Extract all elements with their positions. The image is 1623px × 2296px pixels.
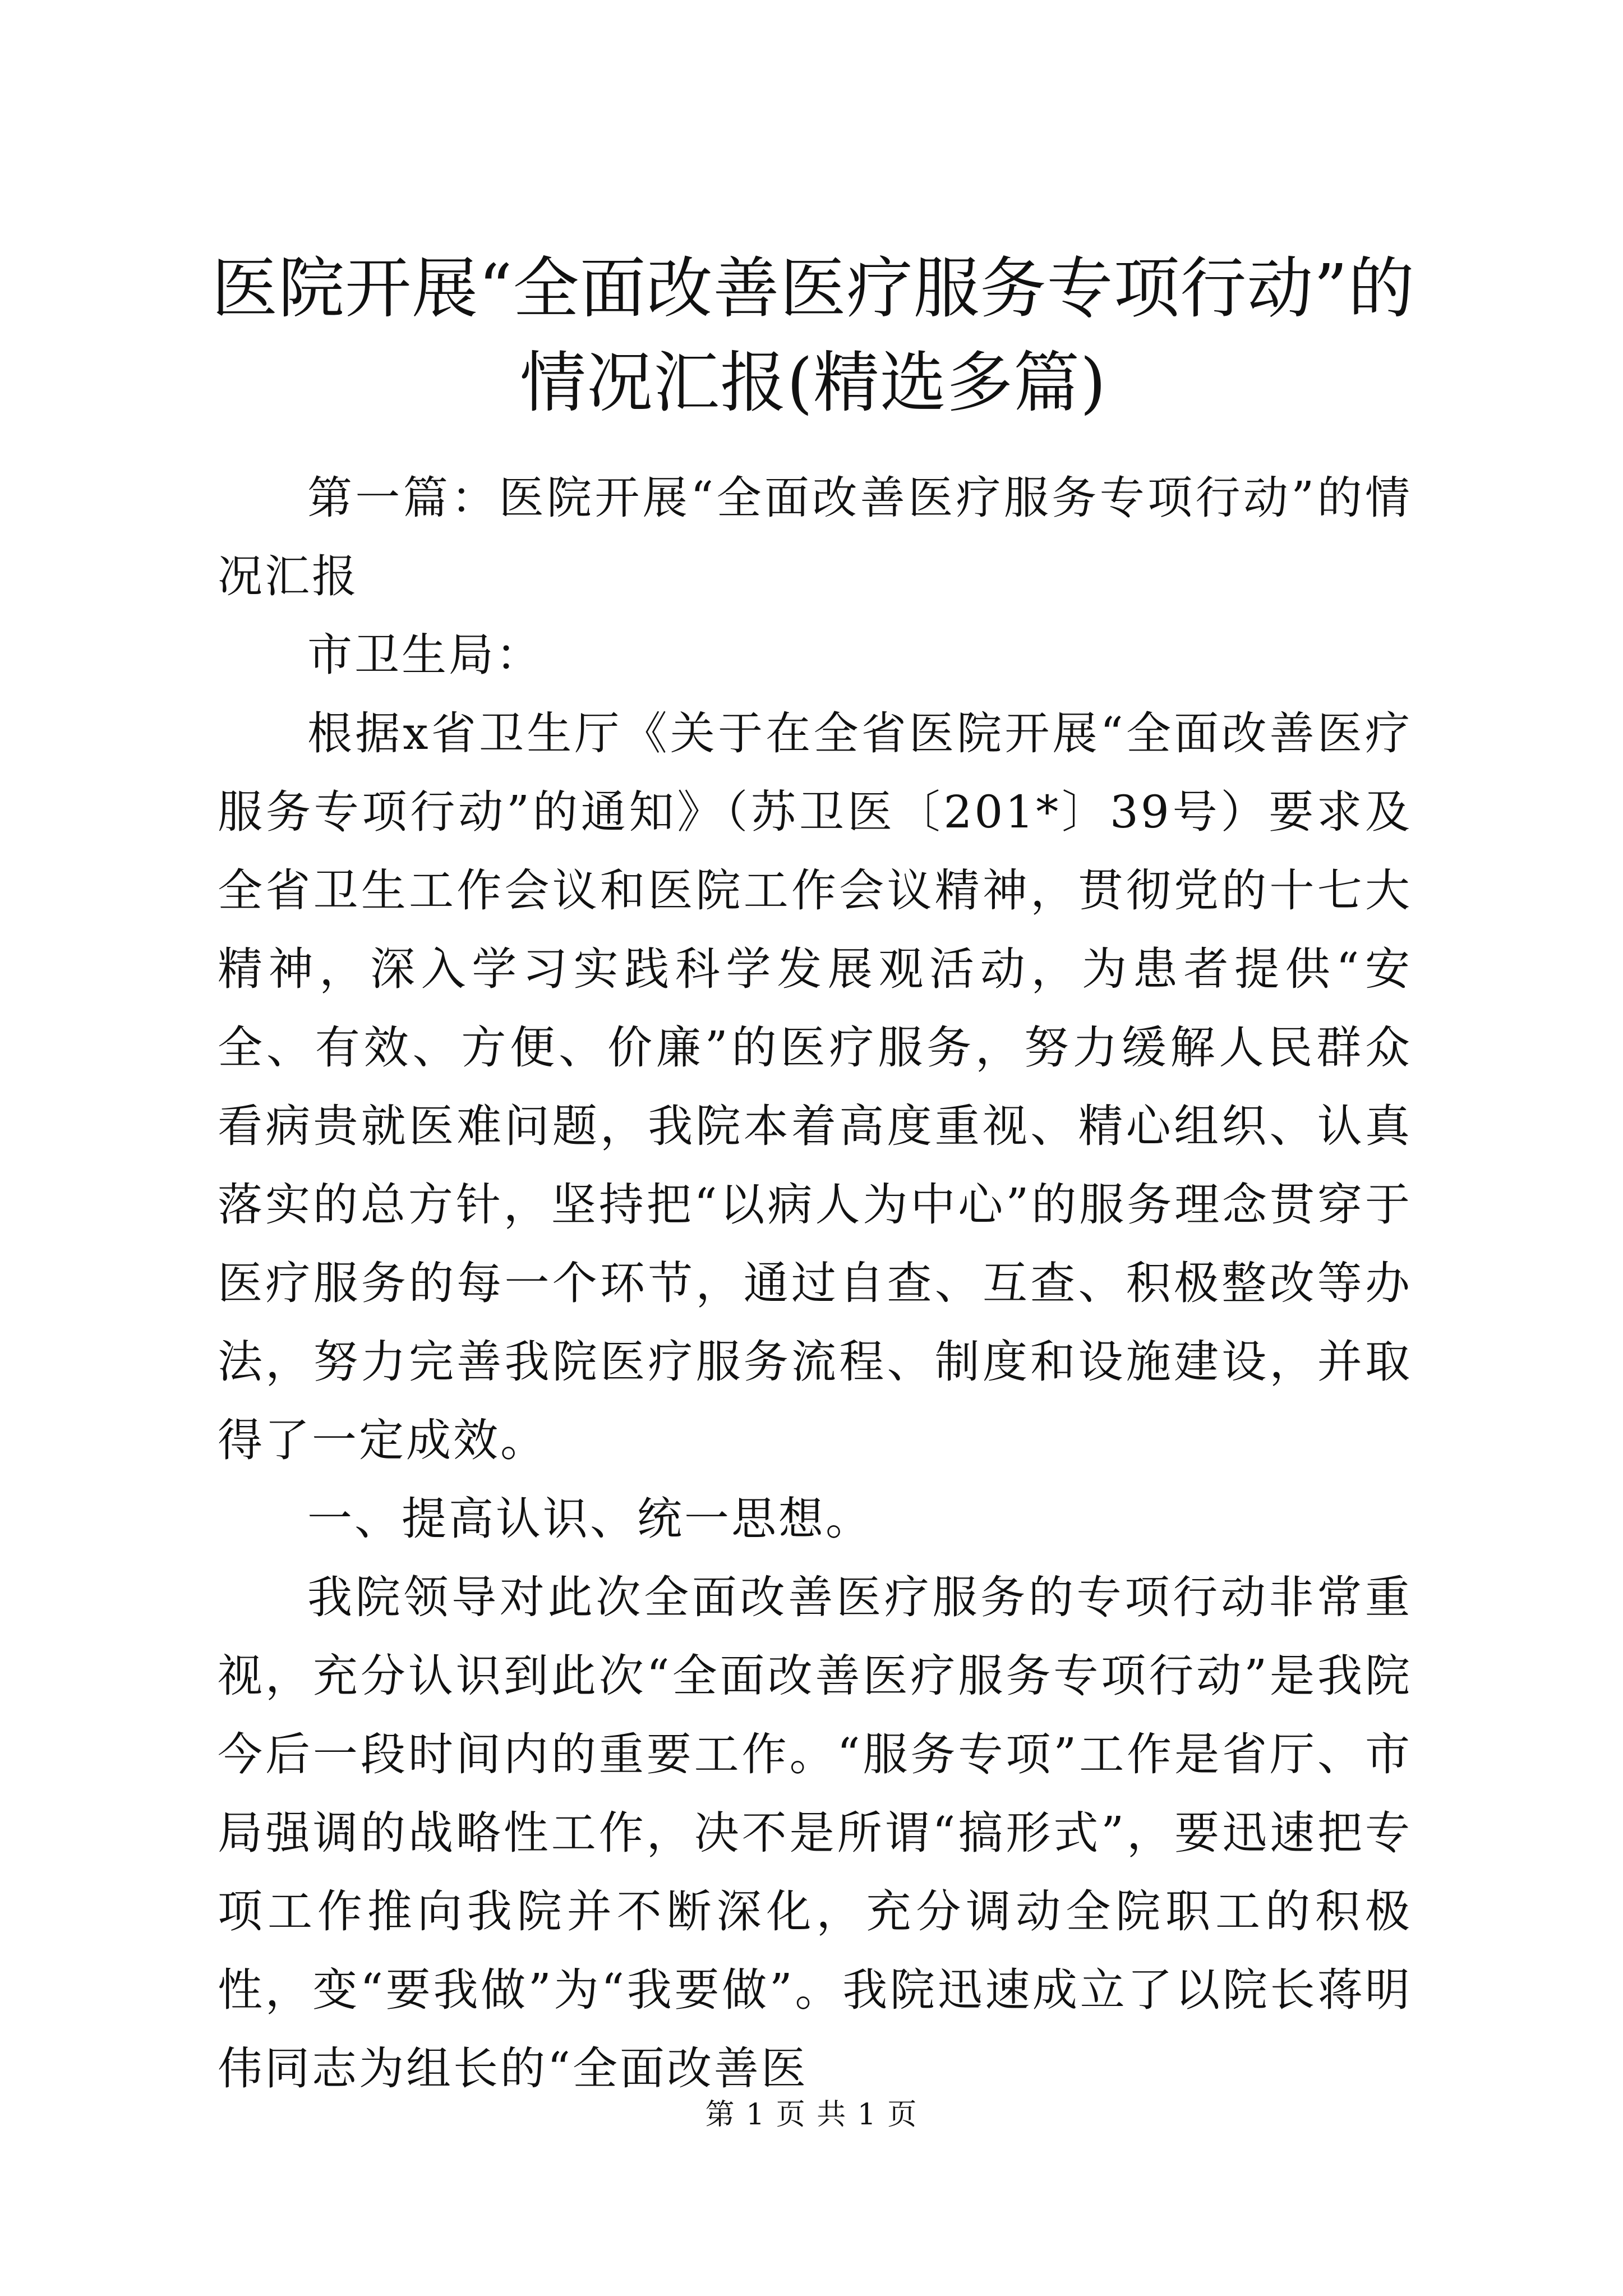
section-heading-1: 一、提高认识、统一思想。 [307, 1493, 873, 1545]
document-title: 医院开展“全面改善医疗服务专项行动”的情况汇报(精选多篇) [211, 250, 1415, 421]
body-paragraph: 我院领导对此次全面改善医疗服务的专项行动非常重视，充分认识到此次“全面改善医疗服务专项行动”是我院今后一段时间内的重要工作。“服务专项”工作是省厅、市局强调的战略性工作，决不是所谓“搞形式”，要迅速把专项工作推向我院并不断深化，充分调动全院职工的积极性，变“要我做”为“我要做”。我院迅速成立了以院长蒋明伟同志为组长的“全面改善医 [218, 1571, 1412, 2095]
salutation: 市卫生局： [307, 629, 543, 681]
body-paragraph: 根据x省卫生厅《关于在全省医院开展“全面改善医疗服务专项行动”的通知》（苏卫医〔201*〕39号）要求及全省卫生工作会议和医院工作会议精神，贯彻党的十七大精神，深入学习实践科学发展观活动，为患者提供“安全、有效、方便、价廉”的医疗服务，努力缓解人民群众看病贵就医难问题，我院本着高度重视、精心组织、认真落实的总方针，坚持把“以病人为中心”的服务理念贯穿于医疗服务的每一个环节，通过自查、互查、积极整改等办法，努力完善我院医疗服务流程、制度和设施建设，并取得了一定成效。 [218, 707, 1412, 1466]
page-number-footer: 第 1 页 共 1 页 [705, 2098, 918, 2132]
document-body [218, 459, 1412, 2108]
section-heading-part-one: 第一篇：医院开展“全面改善医疗服务专项行动”的情况汇报 [218, 472, 1412, 602]
